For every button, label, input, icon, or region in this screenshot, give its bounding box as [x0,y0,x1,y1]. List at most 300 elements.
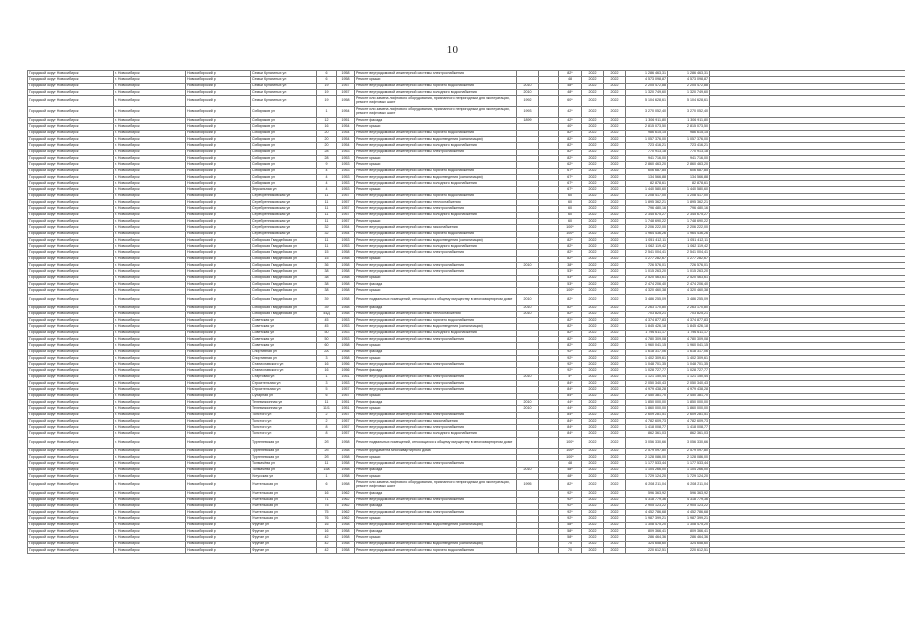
cost-fund-cell: 1 051 412,11 [668,237,710,243]
end-year-cell: 2022 [604,541,626,547]
start-year-cell: 2022 [582,467,604,473]
end-year-cell: 2022 [604,368,626,374]
municipality-cell: Городской округ Новосибирск [28,324,114,330]
municipality-cell: Городской округ Новосибирск [28,497,114,503]
house-cell: 15 [317,256,337,262]
cost-total-cell: 2 815 073,50 [626,124,668,130]
year-cell: 1958 [337,305,355,311]
street-cell: Толстого ул [251,431,317,437]
municipality-cell: Городской округ Новосибирск [28,318,114,324]
district-cell: Новосибирский р [186,256,251,262]
start-year-cell: 2022 [582,237,604,243]
year-cell: 1958 [337,269,355,275]
end-year-cell: 2022 [604,473,626,479]
end-year-cell: 2022 [604,96,626,107]
house-cell: 16 [317,522,337,528]
cost-total-cell: 1 051 412,11 [626,237,668,243]
table-row [28,547,905,553]
work-type-cell: Ремонт крыши [355,77,517,83]
end-year-cell: 2022 [604,225,626,231]
year-cell: 1951 [337,406,355,412]
work-type-cell: Ремонт подвальных помещений, относящихся к общему имуществу в многоквартирном доме [355,294,517,305]
rate-cell: 84* [559,381,582,387]
street-cell: Телевизионная ул [251,406,317,412]
cost-total-cell: 1 618 317,06 [626,349,668,355]
start-year-cell: 2022 [582,491,604,497]
cost-total-cell: 2 205 472,88 [626,83,668,89]
municipality-cell: Городской округ Новосибирск [28,368,114,374]
house-cell: 60 [317,343,337,349]
house-cell: 2А [317,349,337,355]
rate-cell: 84* [559,412,582,418]
district-cell: Новосибирский р [186,448,251,454]
end-year-cell: 2022 [604,387,626,393]
district-cell: Новосибирский р [186,143,251,149]
work-type-cell: Ремонт фасада [355,491,517,497]
start-year-cell: 2022 [582,541,604,547]
cost-total-cell: 2 050 340,43 [626,381,668,387]
house-cell: 4 [317,174,337,180]
street-cell: Сибиряков ул [251,155,317,161]
cost-total-cell: 941 716,00 [626,155,668,161]
locality-cell: г. Новосибирск [114,516,186,522]
year-cell: 1958 [337,455,355,461]
district-cell: Новосибирский р [186,425,251,431]
locality-cell: г. Новосибирск [114,281,186,287]
municipality-cell: Городской округ Новосибирск [28,503,114,509]
house-cell: 15 [317,250,337,256]
locality-cell: г. Новосибирск [114,503,186,509]
street-cell: Фрунзе ул [251,529,317,535]
house-cell: 42 [317,535,337,541]
start-year-cell: 2022 [582,305,604,311]
year-cell: 1957 [337,212,355,218]
end-year-cell: 2022 [604,399,626,405]
house-cell: 11 [317,237,337,243]
cost-total-cell: 1 964 436,26 [626,231,668,237]
house-cell: 3 [317,381,337,387]
end-year-cell: 2022 [604,516,626,522]
cost-fund-cell: 4 320 460,38 [668,288,710,294]
quantity-cell [517,547,539,553]
rate-cell: 53* [559,275,582,281]
start-year-cell: 2022 [582,393,604,399]
municipality-cell: Городской округ Новосибирск [28,256,114,262]
municipality-cell: Городской округ Новосибирск [28,418,114,424]
street-cell: Семьи Кулагиных ул [251,96,317,107]
cost-total-cell: 1 440 580,60 [626,187,668,193]
cost-fund-cell: 134 566,88 [668,174,710,180]
cost-fund-cell: 2 579 097,80 [668,448,710,454]
house-cell: 16 [317,529,337,535]
house-cell: 38 [317,281,337,287]
house-cell: 5 [317,387,337,393]
end-year-cell: 2022 [604,107,626,118]
start-year-cell: 2022 [582,522,604,528]
house-cell: 11 [317,218,337,224]
work-type-cell: Ремонт фасада [355,529,517,535]
district-cell: Новосибирский р [186,174,251,180]
street-cell: Сибирская Гвардейская ул [251,294,317,305]
street-cell: Серебренниковская ул [251,200,317,206]
street-cell: Семьи Кулагиных ул [251,71,317,77]
start-year-cell: 2022 [582,149,604,155]
locality-cell: г. Новосибирск [114,294,186,305]
cost-fund-cell: 4 780 309,08 [668,336,710,342]
quantity-cell [517,437,539,448]
district-cell: Новосибирский р [186,168,251,174]
cost-total-cell: 1 062 119,42 [626,244,668,250]
start-year-cell: 2022 [582,381,604,387]
cost-total-cell: 1 729 124,20 [626,473,668,479]
locality-cell: г. Новосибирск [114,425,186,431]
cost-total-cell: 2 541 004,41 [626,250,668,256]
district-cell: Новосибирский р [186,294,251,305]
street-cell: Фрунзе ул [251,535,317,541]
district-cell: Новосибирский р [186,522,251,528]
house-cell: 16 [317,362,337,368]
house-cell: 20 [317,130,337,136]
cost-fund-cell: 4 979 438,28 [668,387,710,393]
cost-fund-cell: 770 913,18 [668,149,710,155]
house-cell: 20 [317,143,337,149]
end-year-cell: 2022 [604,362,626,368]
district-cell: Новосибирский р [186,461,251,467]
cost-total-cell: 809 366,41 [626,529,668,535]
municipality-cell: Городской округ Новосибирск [28,269,114,275]
quantity-cell: 1995 [517,480,539,491]
rate-cell: 42* [559,118,582,124]
cost-total-cell: 82 878,61 [626,181,668,187]
year-cell: 1958 [337,349,355,355]
municipality-cell: Городской округ Новосибирск [28,529,114,535]
start-year-cell: 2022 [582,256,604,262]
cost-fund-cell: 1 618 317,06 [668,349,710,355]
start-year-cell: 2022 [582,336,604,342]
municipality-cell: Городской округ Новосибирск [28,130,114,136]
quantity-cell: 2010 [517,305,539,311]
house-cell: 2 [317,418,337,424]
district-cell: Новосибирский р [186,231,251,237]
house-cell: 4 [317,168,337,174]
cost-fund-cell: 1 121 150,44 [668,374,710,380]
locality-cell: г. Новосибирск [114,250,186,256]
municipality-cell: Городской округ Новосибирск [28,212,114,218]
year-cell: 1957 [337,425,355,431]
empty-cell [710,294,905,305]
end-year-cell: 2022 [604,77,626,83]
start-year-cell: 2022 [582,181,604,187]
locality-cell: г. Новосибирск [114,77,186,83]
house-cell: 75 [317,503,337,509]
street-cell: Сибиряков ул [251,130,317,136]
street-cell: Учительская ул [251,491,317,497]
street-cell: Толмачёва ул [251,467,317,473]
start-year-cell: 2022 [582,349,604,355]
rate-cell: 82* [559,256,582,262]
street-cell: Серебренниковская ул [251,212,317,218]
house-cell: 6 [317,393,337,399]
district-cell: Новосибирский р [186,288,251,294]
year-cell: 1953 [337,381,355,387]
year-cell: 1953 [337,318,355,324]
municipality-cell: Городской округ Новосибирск [28,305,114,311]
year-cell: 1962 [337,503,355,509]
start-year-cell: 2022 [582,96,604,107]
house-cell: 15а [317,467,337,473]
municipality-cell: Городской округ Новосибирск [28,143,114,149]
end-year-cell: 2022 [604,522,626,528]
rate-cell: 42* [559,107,582,118]
work-type-cell: Ремонт внутридомовой инженерной системы холодного водоснабжения [355,330,517,336]
work-type-cell: Ремонт внутридомовой инженерной системы электроснабжения [355,425,517,431]
year-cell: 1958 [337,288,355,294]
district-cell: Новосибирский р [186,305,251,311]
street-cell: Серебренниковская ул [251,231,317,237]
start-year-cell: 2022 [582,448,604,454]
street-cell: Стартовая ул [251,374,317,380]
district-cell: Новосибирский р [186,473,251,479]
year-cell: 1957 [337,387,355,393]
locality-cell: г. Новосибирск [114,311,186,317]
cost-fund-cell: 2 860 463,20 [668,162,710,168]
street-cell: Сибирская Гвардейская ул [251,269,317,275]
locality-cell: г. Новосибирск [114,535,186,541]
start-year-cell: 2022 [582,324,604,330]
cost-fund-cell: 1 028 727,77 [668,368,710,374]
year-cell: 1954 [337,130,355,136]
year-cell: 1957 [337,83,355,89]
start-year-cell: 2022 [582,330,604,336]
work-type-cell: Ремонт подвальных помещений, относящихся к общему имуществу в многоквартирном доме [355,437,517,448]
municipality-cell: Городской округ Новосибирск [28,155,114,161]
locality-cell: г. Новосибирск [114,381,186,387]
rate-cell: 84* [559,425,582,431]
start-year-cell: 2022 [582,89,604,95]
unit-cell [539,294,559,305]
year-cell: 1958 [337,355,355,361]
locality-cell: г. Новосибирск [114,448,186,454]
start-year-cell: 2022 [582,294,604,305]
quantity-cell: 1993 [517,107,539,118]
end-year-cell: 2022 [604,503,626,509]
house-cell: 2 [317,412,337,418]
locality-cell: г. Новосибирск [114,393,186,399]
house-cell: 8 [317,431,337,437]
street-cell: Сибиряков ул [251,174,317,180]
cost-total-cell: 2 345 675,27 [626,212,668,218]
municipality-cell: Городской округ Новосибирск [28,107,114,118]
cost-fund-cell: 1 320 749,60 [668,89,710,95]
rate-cell: 44* [559,399,582,405]
work-type-cell: Ремонт крыши [355,535,517,541]
locality-cell: г. Новосибирск [114,461,186,467]
street-cell: Учительская ул [251,480,317,491]
street-cell: Сибиряков ул [251,181,317,187]
locality-cell: г. Новосибирск [114,137,186,143]
house-cell: 4 [317,187,337,193]
rate-cell: 60 [559,218,582,224]
rate-cell: 4* [559,374,582,380]
end-year-cell: 2022 [604,137,626,143]
district-cell: Новосибирский р [186,497,251,503]
start-year-cell: 2022 [582,107,604,118]
start-year-cell: 2022 [582,269,604,275]
district-cell: Новосибирский р [186,412,251,418]
street-cell: Сибирская Гвардейская ул [251,281,317,287]
locality-cell: г. Новосибирск [114,529,186,535]
cost-fund-cell: 1 048 701,35 [668,362,710,368]
municipality-cell: Городской округ Новосибирск [28,387,114,393]
municipality-cell: Городской округ Новосибирск [28,547,114,553]
start-year-cell: 2022 [582,174,604,180]
cost-fund-cell: 606 687,85 [668,168,710,174]
year-cell: 1957 [337,412,355,418]
start-year-cell: 2022 [582,318,604,324]
end-year-cell: 2022 [604,311,626,317]
end-year-cell: 2022 [604,193,626,199]
district-cell: Новосибирский р [186,244,251,250]
year-cell: 1958 [337,461,355,467]
end-year-cell: 2022 [604,263,626,269]
municipality-cell: Городской округ Новосибирск [28,206,114,212]
cost-fund-cell: 1 845 426,18 [668,324,710,330]
municipality-cell: Городской округ Новосибирск [28,124,114,130]
locality-cell: г. Новосибирск [114,480,186,491]
district-cell: Новосибирский р [186,107,251,118]
municipality-cell: Городской округ Новосибирск [28,231,114,237]
work-type-cell: Ремонт внутридомовой инженерной системы электроснабжения [355,250,517,256]
start-year-cell: 2022 [582,535,604,541]
rate-cell: 53* [559,269,582,275]
municipality-cell: Городской округ Новосибирск [28,412,114,418]
locality-cell: г. Новосибирск [114,330,186,336]
cost-fund-cell: 2 050 340,43 [668,381,710,387]
house-cell: 1 [317,107,337,118]
end-year-cell: 2022 [604,244,626,250]
year-cell: 1954 [337,124,355,130]
house-cell: 11 [317,193,337,199]
end-year-cell: 2022 [604,547,626,553]
cost-fund-cell: 4 318 779,36 [668,497,710,503]
municipality-cell: Городской округ Новосибирск [28,455,114,461]
municipality-cell: Городской округ Новосибирск [28,535,114,541]
work-type-cell: Ремонт крыши [355,288,517,294]
rate-cell: 82* [559,343,582,349]
end-year-cell: 2022 [604,237,626,243]
year-cell: 1954 [337,231,355,237]
municipality-cell: Городской округ Новосибирск [28,399,114,405]
house-cell: 2б [317,448,337,454]
cost-total-cell: 2 263 170,80 [626,305,668,311]
end-year-cell: 2022 [604,349,626,355]
year-cell: 1953 [337,174,355,180]
end-year-cell: 2022 [604,343,626,349]
end-year-cell: 2022 [604,455,626,461]
cost-fund-cell: 5 104 628,61 [668,96,710,107]
start-year-cell: 2022 [582,362,604,368]
locality-cell: г. Новосибирск [114,541,186,547]
district-cell: Новосибирский р [186,181,251,187]
cost-total-cell: 1 796 611,17 [626,330,668,336]
work-type-cell: Ремонт фасада [355,368,517,374]
street-cell: Учительская ул [251,510,317,516]
work-type-cell: Ремонт внутридомовой инженерной системы горячего водоснабжения [355,318,517,324]
work-type-cell: Ремонт крыши [355,187,517,193]
municipality-cell: Городской округ Новосибирск [28,491,114,497]
rate-cell: 60* [559,96,582,107]
work-type-cell: Ремонт внутридомовой инженерной системы электроснабжения [355,387,517,393]
cost-total-cell: 986 615,15 [626,130,668,136]
municipality-cell: Городской округ Новосибирск [28,174,114,180]
cost-total-cell: 4 573 098,87 [626,77,668,83]
cost-total-cell: 4 320 460,38 [626,288,668,294]
year-cell: 1956 [337,362,355,368]
year-cell: 1958 [337,311,355,317]
year-cell: 1953 [337,336,355,342]
street-cell: Спортивная ул [251,355,317,361]
cost-total-cell: 703 825,21 [626,311,668,317]
locality-cell: г. Новосибирск [114,288,186,294]
end-year-cell: 2022 [604,206,626,212]
municipality-cell: Городской округ Новосибирск [28,200,114,206]
cost-fund-cell: 941 716,00 [668,155,710,161]
locality-cell: г. Новосибирск [114,256,186,262]
quantity-cell: 2010 [517,374,539,380]
municipality-cell: Городской округ Новосибирск [28,71,114,77]
work-type-cell: Ремонт крыши [355,155,517,161]
year-cell: 1953 [337,187,355,193]
rate-cell: 84* [559,418,582,424]
municipality-cell: Городской округ Новосибирск [28,448,114,454]
district-cell: Новосибирский р [186,162,251,168]
start-year-cell: 2022 [582,118,604,124]
street-cell: Сибирская Гвардейская ул [251,275,317,281]
end-year-cell: 2022 [604,535,626,541]
street-cell: Сибиряков ул [251,124,317,130]
street-cell: Сибирская Гвардейская ул [251,244,317,250]
cost-fund-cell: 1 729 124,20 [668,473,710,479]
house-cell: 38 [317,269,337,275]
rate-cell: 82* [559,155,582,161]
cost-total-cell: 1 402 309,61 [626,355,668,361]
year-cell: 1958 [337,343,355,349]
locality-cell: г. Новосибирск [114,510,186,516]
cost-fund-cell: 1 062 119,42 [668,244,710,250]
cost-fund-cell: 286 464,36 [668,535,710,541]
year-cell: 1958 [337,480,355,491]
cost-total-cell: 2 579 097,80 [626,448,668,454]
municipality-cell: Городской округ Новосибирск [28,311,114,317]
house-cell: 1 [317,374,337,380]
start-year-cell: 2022 [582,374,604,380]
district-cell: Новосибирский р [186,96,251,107]
year-cell: 1954 [337,225,355,231]
cost-total-cell: 726 576,01 [626,263,668,269]
locality-cell: г. Новосибирск [114,225,186,231]
house-cell: 11 [317,461,337,467]
end-year-cell: 2022 [604,71,626,77]
cost-fund-cell: 1 964 436,26 [668,231,710,237]
locality-cell: г. Новосибирск [114,437,186,448]
quantity-cell: 1899 [517,118,539,124]
work-type-cell: Ремонт внутридомовой инженерной системы водоотведения (канализации) [355,541,517,547]
start-year-cell: 2022 [582,343,604,349]
cost-total-cell: 1 418 008,77 [626,425,668,431]
end-year-cell: 2022 [604,425,626,431]
end-year-cell: 2022 [604,231,626,237]
locality-cell: г. Новосибирск [114,455,186,461]
